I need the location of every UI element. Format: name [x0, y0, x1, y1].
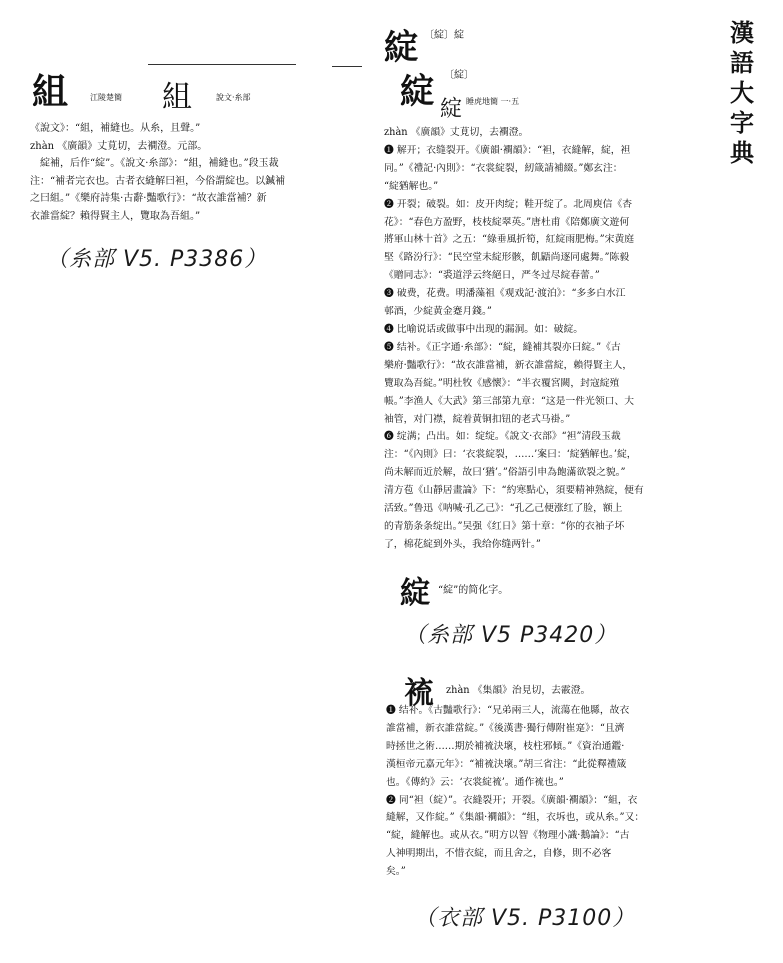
entry-sub-note: 睡虎地簡 一·五: [466, 97, 520, 106]
text-line: 了，棉花綻到外头，我给你缝两针。”: [384, 538, 541, 550]
entry-text: [446, 682, 590, 700]
text-line: ❶ 解开；衣缝裂开。《廣韻·襇韻》：“袒，衣縫解，綻，袒: [384, 144, 631, 156]
text-line: zhàn 《廣韻》丈莧切，去襇澄。元部。: [30, 140, 208, 152]
right-entry-1: [384, 20, 724, 554]
entry-text: [386, 702, 726, 881]
text-line: 尚未解而近於解，故曰‘猶’。”俗語引申為飽滿欲裂之貌。”: [384, 467, 626, 479]
entry-head-note: 江陵楚簡: [90, 93, 122, 102]
text-line: 縫解，又作綻。”《集韻·襇韻》：“组，衣坼也，或从糸。”又：: [386, 812, 645, 824]
entry-head-char: 綻: [400, 72, 434, 112]
entry-text: [30, 120, 360, 226]
text-line: “綻，縫解也。或从衣。”明方以智《物理小識·鵝論》：“古: [386, 830, 630, 842]
text-line: 花》：“春色方盈野，枝枝綻翠英。”唐杜甫《陪鄭廣文遊何: [384, 216, 630, 228]
seal-char: 組: [162, 80, 192, 115]
text-line: ❹ 比喻说话或做事中出现的漏洞。如：破綻。: [384, 323, 584, 335]
text-line: ❷ 开裂；破裂。如：皮开肉绽；鞋开绽了。北周庾信《杏: [384, 198, 633, 210]
text-line: 覽取為吾綻。”明杜牧《感懷》：“半衣覆宮闕，封寇綻殖: [384, 377, 620, 389]
left-entry: [30, 62, 360, 273]
text-line: 堅《路汾行》：“民空堂未綻形骸，飢鼯尚逐同處舞。”陈毅: [384, 252, 630, 264]
page-title-char: 字: [730, 108, 754, 137]
right-entry-3: [386, 668, 726, 932]
text-line: 誰當補，新衣誰當綻。”《後漢書·獨行傳附崔寔》：“且濟: [386, 722, 625, 734]
text-line: ❻ 绽满；凸出。如：绽绽。《說文·衣部》“袒”清段玉裁: [384, 431, 621, 443]
entry-head-note: 〔綻〕: [444, 70, 474, 81]
text-line: 時拯世之術……期於補裗決壞，枝柱邪傾。”《資治通鑑·: [386, 740, 625, 752]
entry-title-char: 綻: [384, 28, 418, 68]
handwritten-reference: （糸部 V5 P3420）: [404, 623, 618, 648]
handwritten-reference: （衣部 V5. P3100）: [414, 906, 636, 932]
page-title-char: 語: [730, 48, 754, 77]
page-title-char: 大: [730, 78, 754, 107]
text-line: ❺ 结补。《正字通·糸部》：“綻，縫補其裂亦曰綻。”《古: [384, 341, 621, 353]
text-line: 衣誰當綻？賴得賢主人，覽取為吾組。”: [30, 210, 201, 222]
entry-head-char: 組: [32, 71, 69, 113]
text-line: 活致。”鲁迅《呐喊·孔乙己》：“孔乙己便涨红了脸，额上: [384, 503, 623, 515]
text-line: 清方苞《山靜居畫論》下：“約寒點心，須要精神熟綻，便有: [384, 485, 644, 497]
text-line: 袖管，对门襟，綻着黄铜扣钮的老式马褂。”: [384, 413, 571, 425]
text-line: 的青筋条条绽出。”吴强《红日》第十章：“你的衣袖子坏: [384, 520, 625, 532]
text-line: 之曰組。”《樂府詩集·古辭·豔歌行》：“故衣誰當補？新: [30, 193, 267, 205]
page-title-char: 漢: [730, 18, 754, 47]
seal-note: 說文·糸部: [216, 93, 251, 102]
text-line: 《贈同志》：“裘道浮云终絕日，严冬过尽綻春蕾。”: [384, 270, 600, 282]
text-line: ❷ 同“袒（綻）”。衣縫裂开；开裂。《廣韻·襇韻》：“組，衣: [386, 794, 638, 806]
text-line: ❸ 破费，花费。明潘藻祖《观戏記·渡泊》：“多多白水江: [384, 288, 626, 300]
text-line: 綻補，后作“綻”。《說文·糸部》：“組，補縫也。”段玉裁: [30, 158, 279, 170]
text-line: 也。《傳約》云：‘衣裳綻裗’。通作裗也。”: [386, 776, 564, 788]
text-line: 帳。”李渔人《大武》第三部第九章：“这是一件光领口、大: [384, 395, 635, 407]
text-line: zhàn 《集韻》治見切，去霰澄。: [446, 685, 591, 696]
text-line: 樂府·豔歌行》：“故衣誰當補，新衣誰當綻，賴得賢主人，: [384, 359, 633, 371]
handwritten-reference: （糸部 V5. P3386）: [46, 246, 268, 272]
text-line: 注：“補者完衣也。古者衣縫解曰袒，今俗謂綻也。以鍼補: [30, 175, 286, 187]
text-line: 矣。”: [386, 866, 406, 878]
entry-sub-char: 綻: [440, 97, 463, 122]
entry-text: [384, 124, 724, 554]
text-line: 邨酒，少綻黄金蹇月錢。”: [384, 306, 492, 318]
page-title-char: 典: [730, 138, 754, 167]
page-title: [730, 18, 760, 168]
entry-title-note: 〔綻〕綻: [424, 30, 464, 41]
entry-head-char: 綻: [400, 576, 430, 611]
text-line: 漢桓帝元嘉元年》：“補裗決壞。”胡三省注：“此從釋禮箴: [386, 758, 627, 770]
text-line: “綻猶解也。”: [384, 180, 439, 192]
text-line: zhàn 《廣韻》丈莧切，去襇澄。: [384, 127, 529, 138]
text-line: 《說文》：“組，補縫也。从糸，且聲。”: [30, 123, 201, 134]
right-entry-2: [400, 568, 720, 649]
entry-definition: “綻”的简化字。: [438, 585, 509, 596]
text-line: 將軍山林十首》之五：“綠垂風折筍，紅綻雨肥梅。”宋黄庭: [384, 234, 635, 246]
text-line: 注：“《內則》曰：‘衣裳綻裂，……’案曰：‘綻猶解也。’綻，: [384, 449, 637, 461]
text-line: ❶ 结补。《古豔歌行》：“兄弟兩三人，流蕩在他縣，故衣: [386, 705, 630, 716]
text-line: 同。”《禮記·內則》：“衣裳綻裂，紉箴請補綴。”鄭玄注：: [384, 162, 623, 174]
entry-head-char: 裗: [404, 676, 434, 711]
text-line: 人神明期出，不惜衣綻，而且舍之，自修，則不必客: [386, 848, 612, 860]
